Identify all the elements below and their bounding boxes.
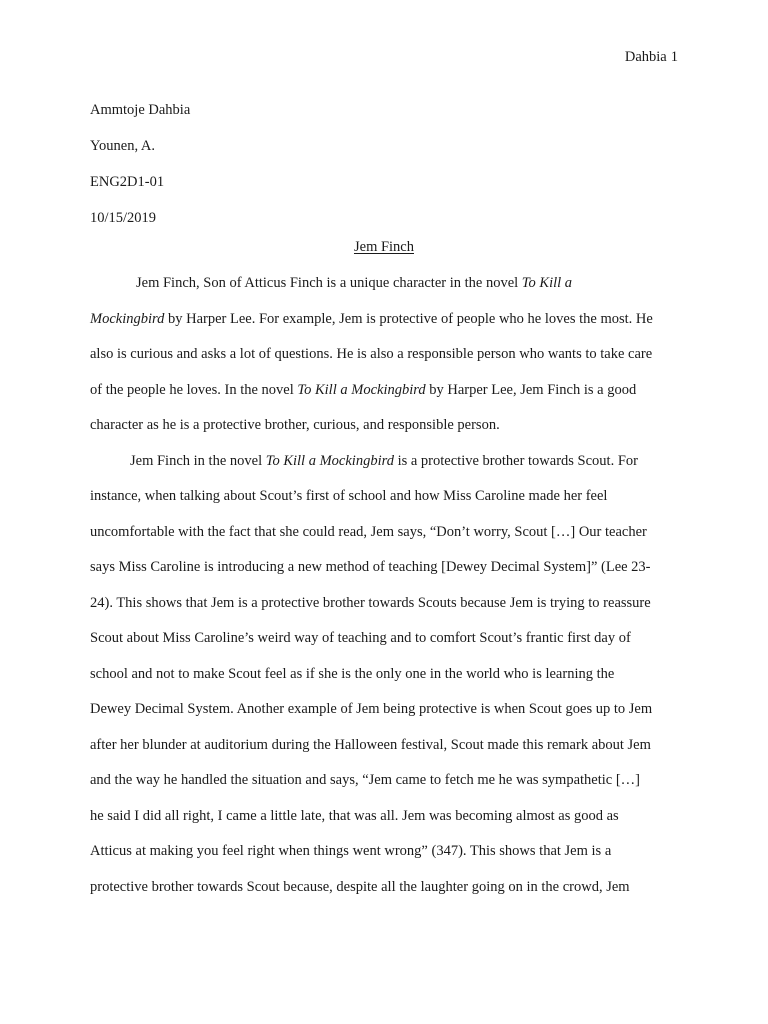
paragraph-line: character as he is a protective brother, curious, and responsible person. xyxy=(90,417,500,433)
student-name: Ammtoje Dahbia xyxy=(90,102,191,118)
paragraph-line: Scout about Miss Caroline’s weird way of teaching and to comfort Scout’s frantic first day of xyxy=(90,630,631,646)
paragraph-line: and the way he handled the situation and says, “Jem came to fetch me he was sympathetic […] xyxy=(90,772,641,788)
course-code: ENG2D1-01 xyxy=(90,174,165,190)
paragraph-line: uncomfortable with the fact that she could read, Jem says, “Don’t worry, Scout […] Our teacher xyxy=(90,523,647,540)
header-surname: Dahbia xyxy=(624,49,667,65)
paragraph-line xyxy=(90,302,680,338)
paragraph-line xyxy=(90,266,680,302)
paragraph-line: also is curious and asks a lot of questions. He is also a responsible person who wants to take care xyxy=(90,346,653,362)
paragraph-line: 24). This shows that Jem is a protective brother towards Scouts because Jem is trying to reassure xyxy=(90,594,651,611)
paragraph-line xyxy=(90,373,680,409)
line-text: by Harper Lee. For example, Jem is protective of people who he loves the most. He xyxy=(164,310,653,327)
paragraph-line: school and not to make Scout feel as if she is the only one in the world who is learning the xyxy=(90,665,615,682)
essay-title: Jem Finch xyxy=(353,239,414,255)
book-title-italic: To Kill a Mockingbird xyxy=(297,381,426,398)
book-title-italic: To Kill a Mockingbird xyxy=(265,452,394,469)
paragraph-line: Dewey Decimal System. Another example of Jem being protective is when Scout goes up to Jem xyxy=(90,701,653,717)
essay-body xyxy=(90,266,680,905)
essay-date: 10/15/2019 xyxy=(90,210,157,226)
book-title-italic: Mockingbird xyxy=(90,310,165,327)
paragraph-line: Atticus at making you feel right when things went wrong” (347). This shows that Jem is a xyxy=(90,843,612,859)
paragraph-line: says Miss Caroline is introducing a new method of teaching [Dewey Decimal System]” (Lee 23- xyxy=(90,559,651,575)
line-text: of the people he loves. In the novel xyxy=(90,381,298,398)
line-text: Jem Finch, Son of Atticus Finch is a unique character in the novel xyxy=(136,275,522,291)
line-text: is a protective brother towards Scout. For xyxy=(393,452,638,469)
paragraph-line xyxy=(90,444,680,480)
paragraph-line: after her blunder at auditorium during the Halloween festival, Scout made this remark about Jem xyxy=(90,736,651,753)
mla-heading xyxy=(90,92,190,236)
teacher-name: Younen, A. xyxy=(90,138,156,154)
header-page-number: 1 xyxy=(670,49,678,65)
running-header xyxy=(625,47,678,67)
paragraph-line: protective brother towards Scout because, despite all the laughter going on in the crowd, Jem xyxy=(90,878,630,895)
book-title-italic: To Kill a xyxy=(521,275,573,291)
line-text: by Harper Lee, Jem Finch is a good xyxy=(425,381,637,398)
paragraph-2 xyxy=(90,444,680,906)
paragraph-line: instance, when talking about Scout’s first of school and how Miss Caroline made her feel xyxy=(90,488,608,504)
paragraph-1 xyxy=(90,266,680,444)
paragraph-line: he said I did all right, I came a little late, that was all. Jem was becoming almost as good as xyxy=(90,807,619,824)
line-text: Jem Finch in the novel xyxy=(130,452,266,469)
